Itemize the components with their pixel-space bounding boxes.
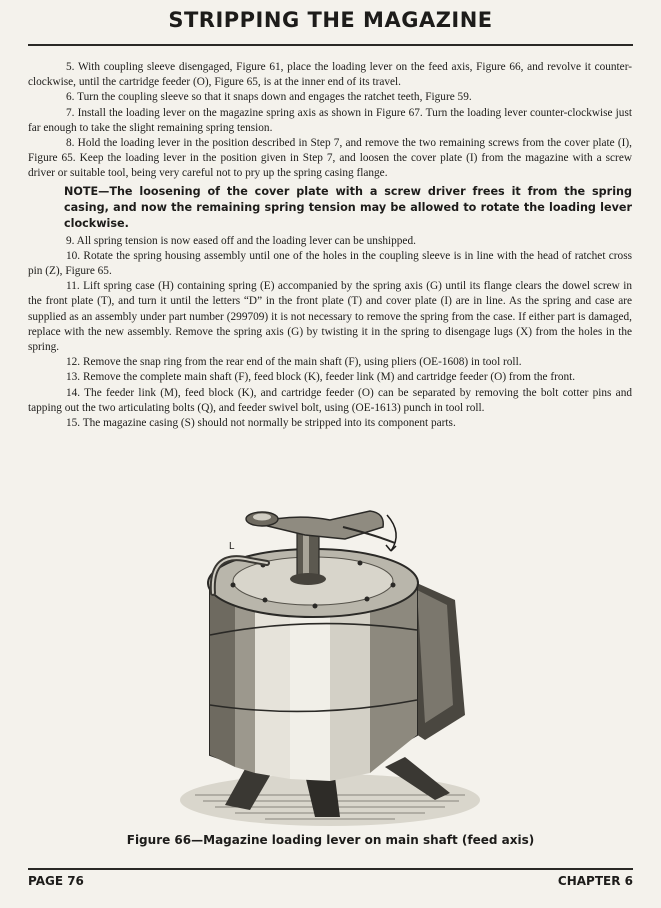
rotation-arrow: [387, 515, 396, 551]
paragraph-step-11: 11. Lift spring case (H) containing spring (E) accompanied by the spring axis (G) until its flange clears the dowel screw in the front plate (T), and turn it until the letters “D” in the front plate (T) and cover plate (I) are in line. As the spring and case are supplied as an assembly under part number (299709) it is not necessary to remove the spring from the case. If either part is damaged, replace with the new assembly. Remove the spring axis (G) by twisting it in the spring to disengage lugs (X) from the holes in the spring.: [28, 280, 632, 354]
paragraph-step-9: 9. All spring tension is now eased off and the loading lever can be unshipped.: [66, 234, 416, 247]
paragraph-step-8: 8. Hold the loading lever in the position described in Step 7, and remove the two remaining screws from the cover plate (I), Figure 65. Keep the loading lever in the position given in Step 7, and loosen the cover plate (I) from the magazine with a screw driver or suitable tool, being very careful not to pry up the spring casing flange.: [28, 137, 632, 180]
note-block: NOTE—The loosening of the cover plate with a screw driver frees it from the spring casing, and now the remaining spring tension may be allowed to rotate the loading lever clockwise.: [64, 184, 632, 230]
paragraph-step-10: 10. Rotate the spring housing assembly until one of the holes in the coupling sleeve is in line with the head of ratchet cross pin (Z), Figure 65.: [28, 249, 632, 278]
chapter-label: CHAPTER 6: [557, 874, 633, 888]
footer-rule: [28, 868, 633, 870]
paragraph-step-12: 12. Remove the snap ring from the rear end of the main shaft (F), using pliers (OE-1608) in tool roll.: [66, 356, 522, 369]
header-rule: [28, 44, 633, 46]
page-title: STRIPPING THE MAGAZINE: [168, 8, 493, 32]
paragraph-step-13: 13. Remove the complete main shaft (F), feed block (K), feeder link (M) and cartridge feeder (O) from the front.: [66, 371, 576, 384]
magazine-illustration: [155, 505, 495, 830]
coupling-sleeve: [290, 573, 326, 585]
label-letter-l: L: [229, 541, 235, 552]
paragraph-step-15: 15. The magazine casing (S) should not normally be stripped into its component parts.: [66, 417, 456, 430]
body-text: [28, 60, 632, 431]
paragraph-step-7: 7. Install the loading lever on the magazine spring axis as shown in Figure 67. Turn the loading lever counter-clockwise just far enough to take the slight remaining spring tension.: [28, 106, 632, 134]
page-number: PAGE 76: [28, 874, 84, 888]
paragraph-step-6: 6. Turn the coupling sleeve so that it snaps down and engages the ratchet teeth, Figure 59.: [66, 91, 472, 104]
paragraph-step-5: 5. With coupling sleeve disengaged, Figure 61, place the loading lever on the feed axis, Figure 66, and revolve it counter-clockwise, until the cartridge feeder (O), Figure 65, is at the inner end of its travel.: [28, 61, 632, 89]
paragraph-step-14: 14. The feeder link (M), feed block (K), and cartridge feeder (O) can be separated by removing the bolt cotter pins and tapping out the two articulating bolts (Q), and feeder swivel bolt, using (OE-1613) punch in tool roll.: [28, 386, 632, 414]
figure-caption: Figure 66—Magazine loading lever on main shaft (feed axis): [126, 833, 535, 847]
magazine-drawing: [155, 505, 495, 830]
